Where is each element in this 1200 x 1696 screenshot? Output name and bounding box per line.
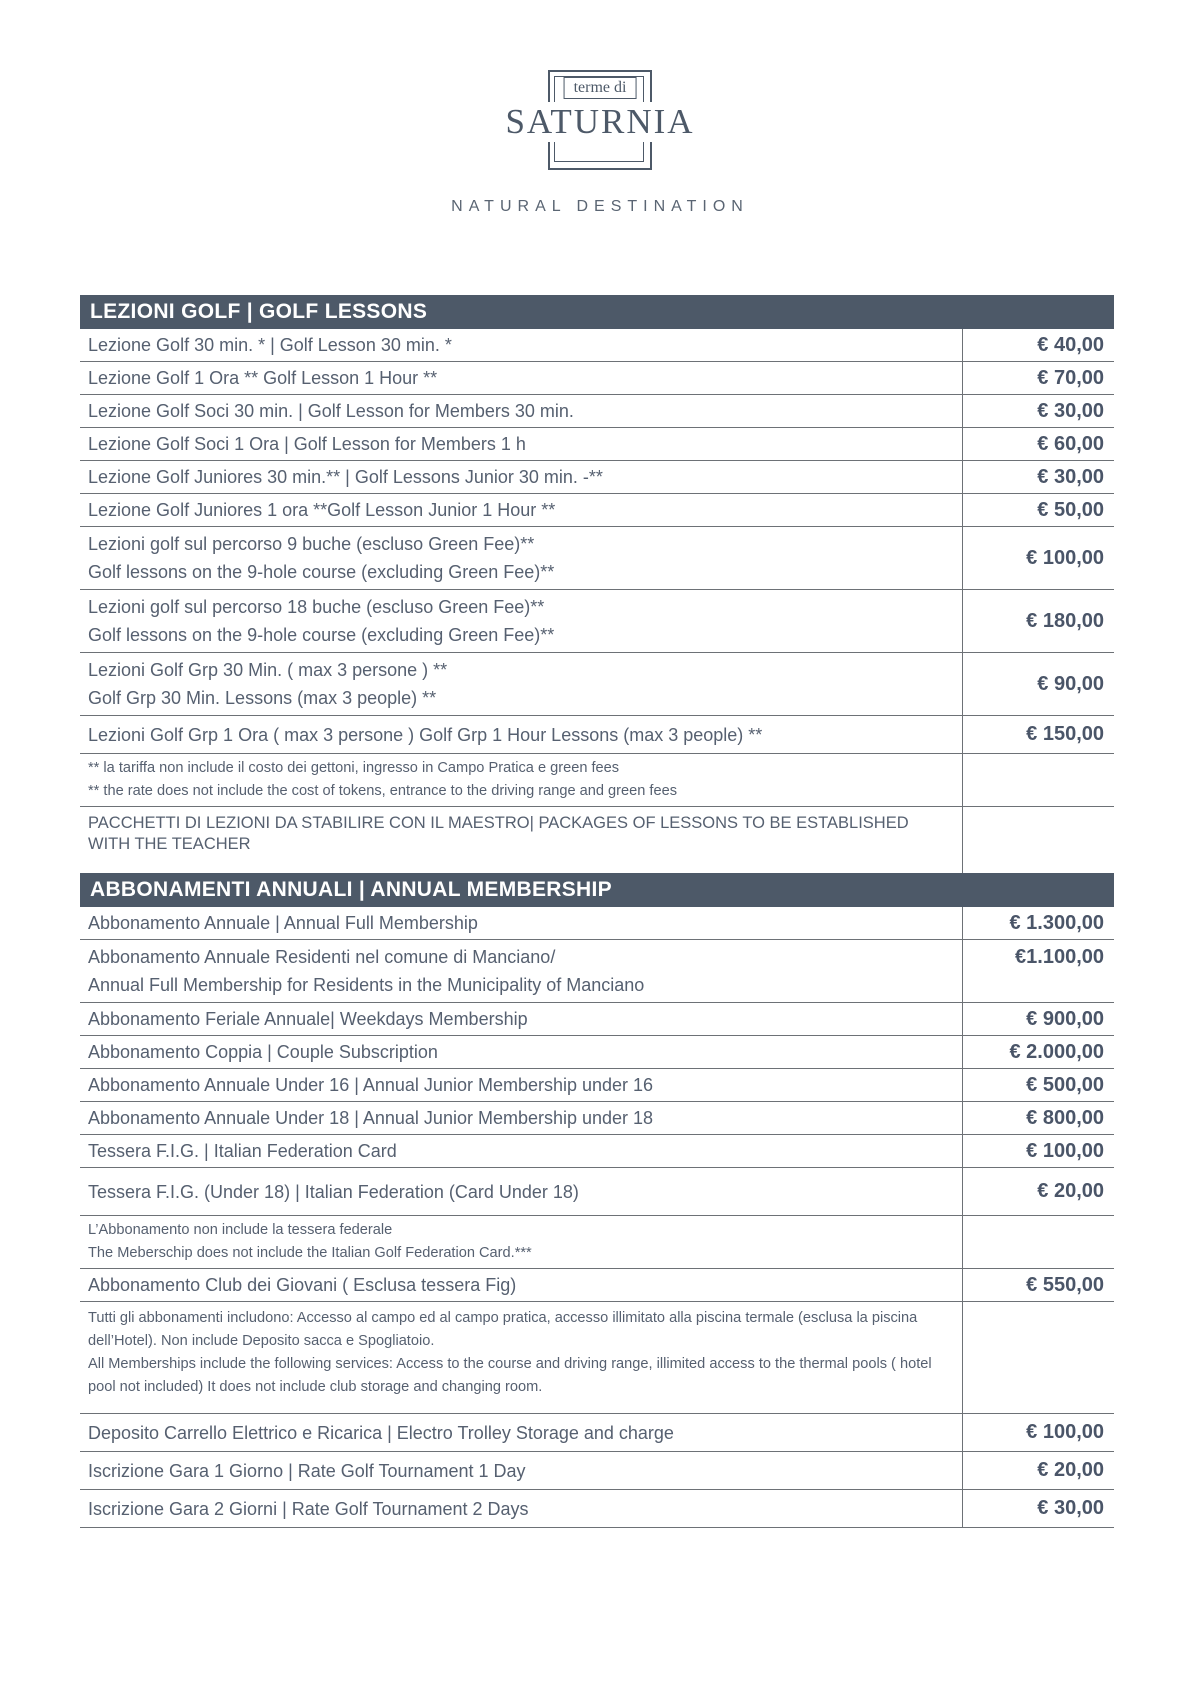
saturnia-logo bbox=[490, 70, 710, 172]
row-description bbox=[80, 1302, 962, 1413]
table-row bbox=[80, 1490, 1114, 1528]
description-line: Abbonamento Annuale | Annual Full Membership bbox=[88, 913, 478, 933]
row-price: € 70,00 bbox=[962, 362, 1114, 394]
row-price: € 100,00 bbox=[962, 1414, 1114, 1451]
description-line: Lezione Golf Juniores 1 ora **Golf Lesson Junior 1 Hour ** bbox=[88, 500, 556, 520]
table-row bbox=[80, 754, 1114, 807]
row-price: € 40,00 bbox=[962, 329, 1114, 361]
table-row bbox=[80, 590, 1114, 653]
row-price: € 30,00 bbox=[962, 461, 1114, 493]
description-line: Abbonamento Club dei Giovani ( Esclusa tessera Fig) bbox=[88, 1275, 517, 1295]
table-row bbox=[80, 907, 1114, 940]
row-price: € 20,00 bbox=[962, 1168, 1114, 1215]
row-description bbox=[80, 329, 962, 361]
row-description bbox=[80, 940, 962, 1002]
description-line: Lezioni golf sul percorso 9 buche (escluso Green Fee)** bbox=[88, 534, 535, 554]
row-description bbox=[80, 1216, 962, 1268]
description-line: Abbonamento Annuale Residenti nel comune di Manciano/ bbox=[88, 947, 556, 967]
logo-terme-di-text: terme di bbox=[564, 77, 637, 99]
logo-saturnia-text: SATURNIA bbox=[497, 102, 702, 142]
row-price bbox=[962, 807, 1114, 873]
row-price: € 100,00 bbox=[962, 527, 1114, 589]
table-row bbox=[80, 1414, 1114, 1452]
table-row bbox=[80, 716, 1114, 754]
description-line: PACCHETTI DI LEZIONI DA STABILIRE CON IL MAESTRO| PACKAGES OF LESSONS TO BE ESTABLISHED WITH THE TEACHER bbox=[88, 814, 909, 853]
row-price: € 2.000,00 bbox=[962, 1036, 1114, 1068]
description-line: Abbonamento Annuale Under 16 | Annual Junior Membership under 16 bbox=[88, 1075, 654, 1095]
row-description bbox=[80, 395, 962, 427]
table-row bbox=[80, 494, 1114, 527]
description-line: The Meberschip does not include the Italian Golf Federation Card.*** bbox=[88, 1245, 532, 1261]
description-line: Iscrizione Gara 1 Giorno | Rate Golf Tournament 1 Day bbox=[88, 1460, 526, 1481]
table-row bbox=[80, 1452, 1114, 1490]
row-price: € 180,00 bbox=[962, 590, 1114, 652]
row-price: € 900,00 bbox=[962, 1003, 1114, 1035]
description-line: Lezioni golf sul percorso 18 buche (escluso Green Fee)** bbox=[88, 597, 545, 617]
description-line: All Memberships include the following services: Access to the course and driving range, illimited access to the thermal pools ( hotel pool not included) It does not include club storage and changing room. bbox=[88, 1356, 932, 1395]
description-line: Annual Full Membership for Residents in the Municipality of Manciano bbox=[88, 975, 645, 995]
description-line: ** la tariffa non include il costo dei gettoni, ingresso in Campo Pratica e green fees bbox=[88, 760, 620, 776]
table-row bbox=[80, 653, 1114, 716]
row-price: €1.100,00 bbox=[962, 940, 1114, 1002]
description-line: Golf Grp 30 Min. Lessons (max 3 people) ** bbox=[88, 688, 437, 708]
price-table bbox=[80, 295, 1114, 1528]
row-price bbox=[962, 1302, 1114, 1413]
row-description bbox=[80, 362, 962, 394]
table-row bbox=[80, 807, 1114, 873]
table-row bbox=[80, 329, 1114, 362]
row-description bbox=[80, 1069, 962, 1101]
row-description bbox=[80, 653, 962, 715]
row-description bbox=[80, 1036, 962, 1068]
description-line: Abbonamento Coppia | Couple Subscription bbox=[88, 1042, 438, 1062]
row-description bbox=[80, 1452, 962, 1489]
brand-tagline: NATURAL DESTINATION bbox=[451, 198, 749, 215]
table-row bbox=[80, 1003, 1114, 1036]
brand-header bbox=[0, 0, 1200, 216]
table-row bbox=[80, 461, 1114, 494]
row-price: € 150,00 bbox=[962, 716, 1114, 753]
description-line: Lezione Golf Soci 1 Ora | Golf Lesson for Members 1 h bbox=[88, 434, 526, 454]
row-price: € 30,00 bbox=[962, 1490, 1114, 1527]
row-price: € 100,00 bbox=[962, 1135, 1114, 1167]
table-row bbox=[80, 1216, 1114, 1269]
row-description bbox=[80, 1135, 962, 1167]
table-row bbox=[80, 1102, 1114, 1135]
row-description bbox=[80, 494, 962, 526]
table-row bbox=[80, 395, 1114, 428]
row-description bbox=[80, 428, 962, 460]
row-description bbox=[80, 1414, 962, 1451]
description-line: Lezione Golf Juniores 30 min.** | Golf Lessons Junior 30 min. -** bbox=[88, 467, 603, 487]
row-description bbox=[80, 1102, 962, 1134]
row-description bbox=[80, 590, 962, 652]
row-price: € 800,00 bbox=[962, 1102, 1114, 1134]
description-line: Tessera F.I.G. (Under 18) | Italian Federation (Card Under 18) bbox=[88, 1181, 579, 1202]
table-row bbox=[80, 1135, 1114, 1168]
description-line: Lezioni Golf Grp 30 Min. ( max 3 persone ) ** bbox=[88, 660, 448, 680]
row-description bbox=[80, 461, 962, 493]
description-line: L’Abbonamento non include la tessera federale bbox=[88, 1222, 393, 1238]
description-line: Abbonamento Annuale Under 18 | Annual Junior Membership under 18 bbox=[88, 1108, 654, 1128]
table-row bbox=[80, 527, 1114, 590]
description-line: Lezione Golf 30 min. * | Golf Lesson 30 min. * bbox=[88, 335, 452, 355]
row-price: € 20,00 bbox=[962, 1452, 1114, 1489]
row-description bbox=[80, 1003, 962, 1035]
description-line: Golf lessons on the 9-hole course (excluding Green Fee)** bbox=[88, 625, 555, 645]
table-row bbox=[80, 1302, 1114, 1414]
description-line: Tutti gli abbonamenti includono: Accesso al campo ed al campo pratica, accesso illimitato alla piscina termale (esclusa la piscina dell’Hotel). Non include Deposito sacca e Spogliatoio. bbox=[88, 1310, 918, 1349]
table-row bbox=[80, 1069, 1114, 1102]
description-line: Lezione Golf 1 Ora ** Golf Lesson 1 Hour ** bbox=[88, 368, 438, 388]
section-header: ABBONAMENTI ANNUALI | ANNUAL MEMBERSHIP bbox=[80, 873, 1114, 907]
row-price: € 50,00 bbox=[962, 494, 1114, 526]
description-line: Tessera F.I.G. | Italian Federation Card bbox=[88, 1141, 397, 1161]
row-description bbox=[80, 1269, 962, 1301]
row-description bbox=[80, 1490, 962, 1527]
row-description bbox=[80, 807, 962, 873]
description-line: Golf lessons on the 9-hole course (excluding Green Fee)** bbox=[88, 562, 555, 582]
description-line: Lezione Golf Soci 30 min. | Golf Lesson for Members 30 min. bbox=[88, 401, 574, 421]
row-description bbox=[80, 754, 962, 806]
table-row bbox=[80, 1036, 1114, 1069]
row-price bbox=[962, 754, 1114, 806]
row-description bbox=[80, 1168, 962, 1215]
row-price: € 1.300,00 bbox=[962, 907, 1114, 939]
row-price: € 30,00 bbox=[962, 395, 1114, 427]
row-description bbox=[80, 716, 962, 753]
table-row bbox=[80, 428, 1114, 461]
table-row bbox=[80, 940, 1114, 1003]
row-price: € 500,00 bbox=[962, 1069, 1114, 1101]
description-line: Abbonamento Feriale Annuale| Weekdays Membership bbox=[88, 1009, 528, 1029]
description-line: ** the rate does not include the cost of tokens, entrance to the driving range and green fees bbox=[88, 783, 678, 799]
table-row bbox=[80, 1269, 1114, 1302]
row-price: € 550,00 bbox=[962, 1269, 1114, 1301]
description-line: Deposito Carrello Elettrico e Ricarica | Electro Trolley Storage and charge bbox=[88, 1422, 674, 1443]
row-price bbox=[962, 1216, 1114, 1268]
row-description bbox=[80, 527, 962, 589]
description-line: Lezioni Golf Grp 1 Ora ( max 3 persone ) Golf Grp 1 Hour Lessons (max 3 people) ** bbox=[88, 724, 763, 745]
row-description bbox=[80, 907, 962, 939]
row-price: € 60,00 bbox=[962, 428, 1114, 460]
table-row bbox=[80, 1168, 1114, 1216]
description-line: Iscrizione Gara 2 Giorni | Rate Golf Tournament 2 Days bbox=[88, 1498, 529, 1519]
row-price: € 90,00 bbox=[962, 653, 1114, 715]
table-row bbox=[80, 362, 1114, 395]
section-header: LEZIONI GOLF | GOLF LESSONS bbox=[80, 295, 1114, 329]
